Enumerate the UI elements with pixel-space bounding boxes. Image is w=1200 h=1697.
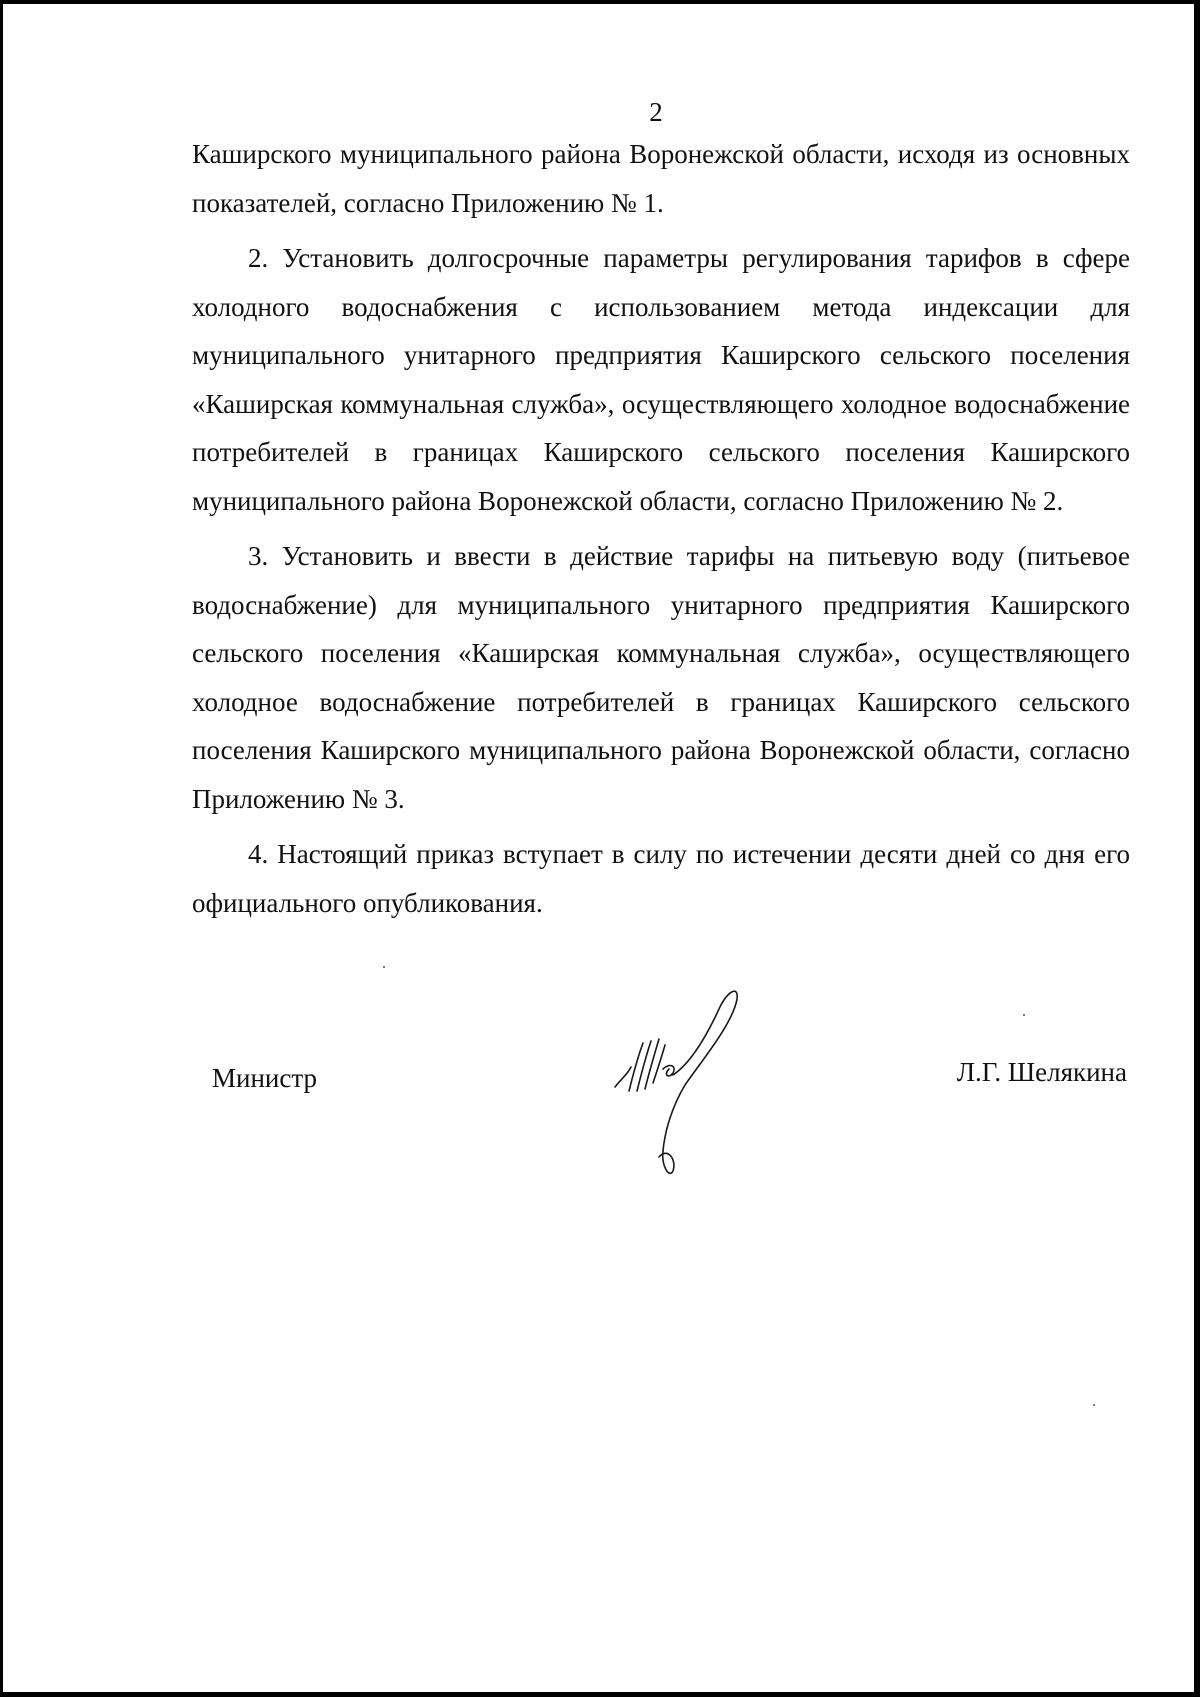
scan-speck [1093, 1404, 1095, 1406]
scan-speck [1023, 1014, 1025, 1016]
signer-position: Министр [212, 1063, 317, 1093]
signer-name: Л.Г. Шелякина [956, 1057, 1127, 1087]
paragraph-4: 4. Настоящий приказ вступает в силу по истечении десяти дней со дня его официального опубликования. [192, 839, 1130, 918]
paragraph-1-continuation: Каширского муниципального района Воронежской области, исходя из основных показателей, согласно Приложению № 1. [192, 139, 1130, 218]
signature-block [3, 1057, 1200, 1102]
handwritten-signature-icon [607, 979, 767, 1179]
page-number: 2 [649, 97, 663, 127]
document-body [192, 130, 1130, 927]
paragraph-3: 3. Установить и ввести в действие тарифы на питьевую воду (питьевое водоснабжение) для муниципального унитарного предприятия Каширского сельского поселения «Каширская коммунальная служба», осуществляющего холодное водоснабжение потребителей в границах Каширского сельского поселения Каширского муниципального района Воронежской области, согласно Приложению № 3. [192, 541, 1130, 814]
paragraph-2: 2. Установить долгосрочные параметры регулирования тарифов в сфере холодного водоснабжения с использованием метода индексации для муниципального унитарного предприятия Каширского сельского поселения «Каширская коммунальная служба», осуществляющего холодное водоснабжение потребителей в границах Каширского сельского поселения Каширского муниципального района Воронежской области, согласно Приложению № 2. [192, 243, 1130, 516]
scan-speck [383, 966, 385, 968]
